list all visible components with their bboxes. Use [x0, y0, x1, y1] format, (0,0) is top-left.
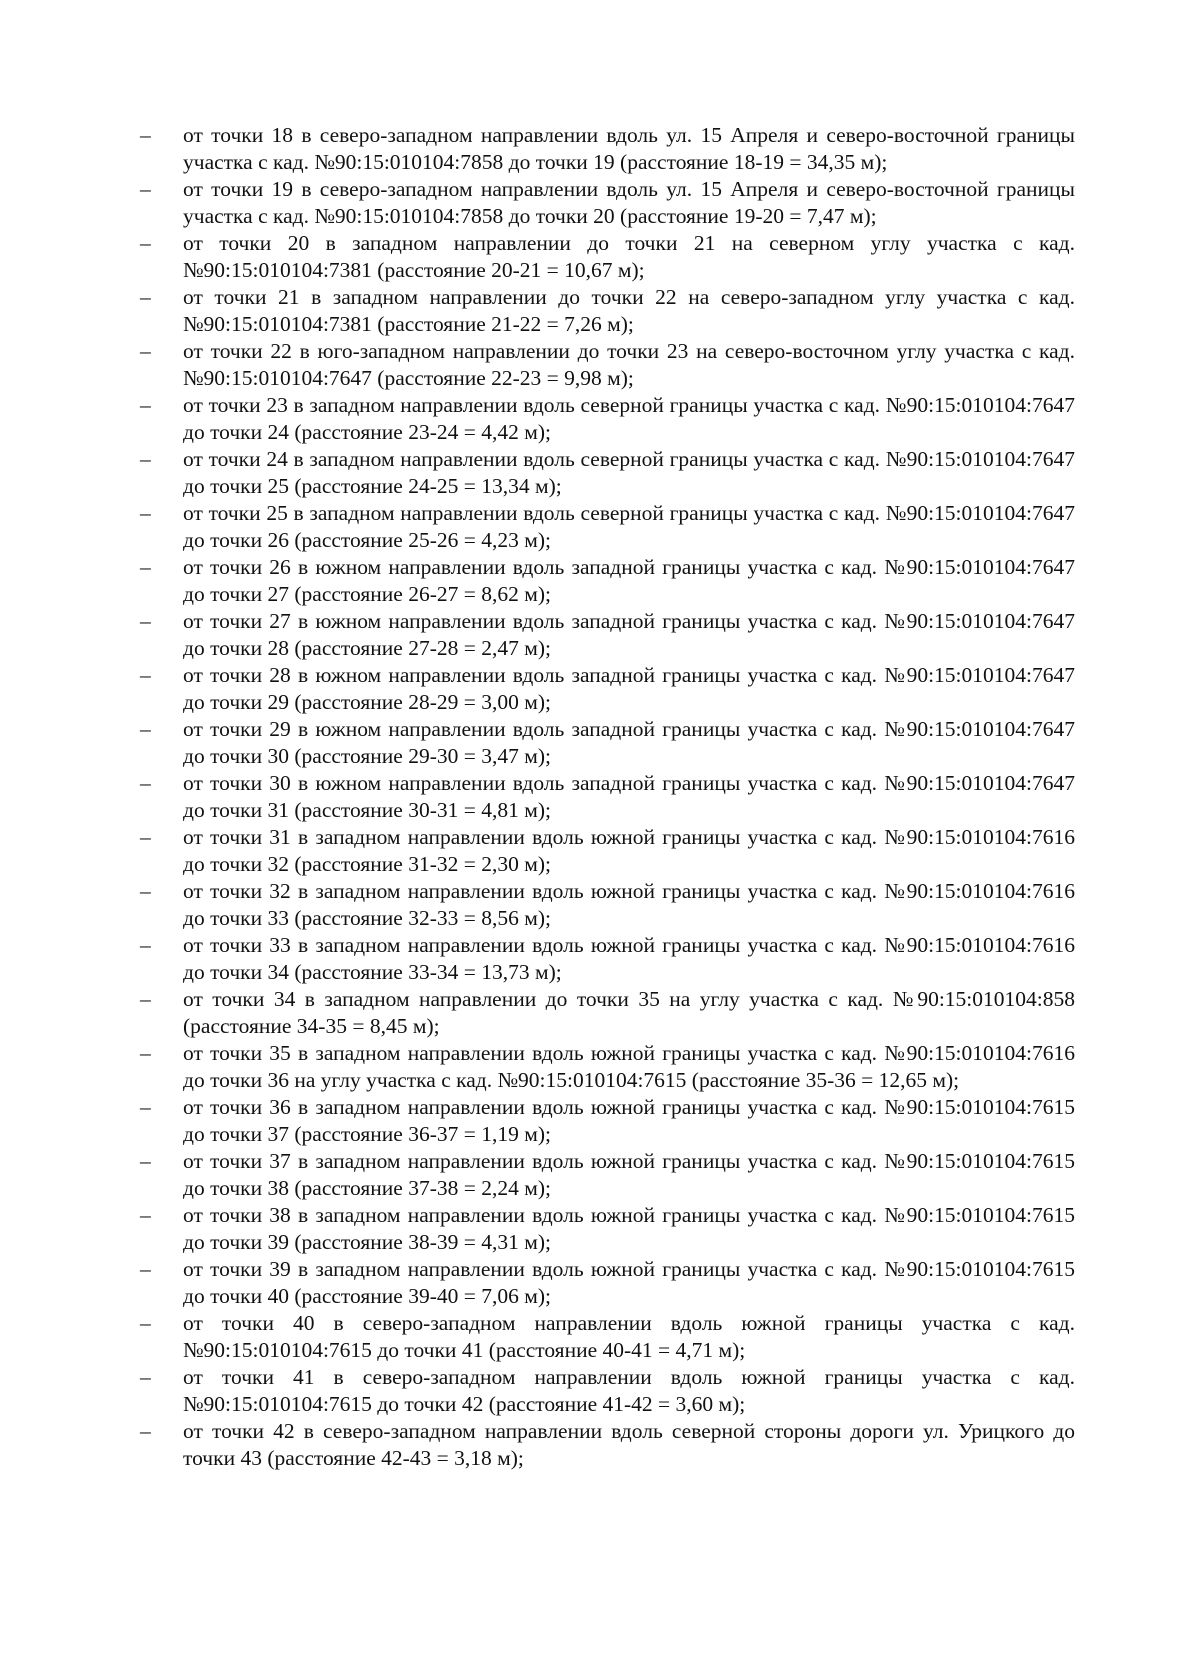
- list-dash: –: [140, 771, 151, 795]
- list-item-text: от точки 23 в западном направлении вдоль северной границы участка с кад. №90:15:010104:7647 до точки 24 (расстояние 23-24 = 4,42 м);: [183, 393, 1075, 444]
- list-item-text: от точки 29 в южном направлении вдоль западной границы участка с кад. №90:15:010104:7647 до точки 30 (расстояние 29-30 = 3,47 м);: [183, 717, 1075, 768]
- list-item: [140, 1310, 1075, 1364]
- list-item: [140, 392, 1075, 446]
- list-item: [140, 446, 1075, 500]
- list-dash: –: [140, 285, 151, 309]
- list-item: [140, 608, 1075, 662]
- list-item: [140, 986, 1075, 1040]
- list-item: [140, 338, 1075, 392]
- list-item: [140, 932, 1075, 986]
- list-item-text: от точки 19 в северо-западном направлении вдоль ул. 15 Апреля и северо-восточной границы участка с кад. №90:15:010104:7858 до точки 20 (расстояние 19-20 = 7,47 м);: [183, 177, 1075, 228]
- list-item: [140, 1094, 1075, 1148]
- list-item: [140, 230, 1075, 284]
- list-dash: –: [140, 663, 151, 687]
- list-item-text: от точки 22 в юго-западном направлении до точки 23 на северо-восточном углу участка с кад. №90:15:010104:7647 (расстояние 22-23 = 9,98 м);: [183, 339, 1075, 390]
- list-item-text: от точки 40 в северо-западном направлении вдоль южной границы участка с кад. №90:15:010104:7615 до точки 41 (расстояние 40-41 = 4,71 м);: [183, 1311, 1075, 1362]
- list-dash: –: [140, 393, 151, 417]
- list-item-text: от точки 26 в южном направлении вдоль западной границы участка с кад. №90:15:010104:7647 до точки 27 (расстояние 26-27 = 8,62 м);: [183, 555, 1075, 606]
- list-dash: –: [140, 987, 151, 1011]
- list-item-text: от точки 35 в западном направлении вдоль южной границы участка с кад. №90:15:010104:7616 до точки 36 на углу участка с кад. №90:15:010104:7615 (расстояние 35-36 = 12,65 м);: [183, 1041, 1075, 1092]
- list-item: [140, 662, 1075, 716]
- list-dash: –: [140, 1203, 151, 1227]
- list-item-text: от точки 31 в западном направлении вдоль южной границы участка с кад. №90:15:010104:7616 до точки 32 (расстояние 31-32 = 2,30 м);: [183, 825, 1075, 876]
- list-dash: –: [140, 1365, 151, 1389]
- list-dash: –: [140, 717, 151, 741]
- list-dash: –: [140, 1095, 151, 1119]
- list-item-text: от точки 27 в южном направлении вдоль западной границы участка с кад. №90:15:010104:7647 до точки 28 (расстояние 27-28 = 2,47 м);: [183, 609, 1075, 660]
- list-dash: –: [140, 177, 151, 201]
- list-dash: –: [140, 123, 151, 147]
- list-item: [140, 284, 1075, 338]
- list-dash: –: [140, 1149, 151, 1173]
- list-item-text: от точки 34 в западном направлении до точки 35 на углу участка с кад. №90:15:010104:858 (расстояние 34-35 = 8,45 м);: [183, 987, 1075, 1038]
- list-dash: –: [140, 879, 151, 903]
- list-item-text: от точки 41 в северо-западном направлении вдоль южной границы участка с кад. №90:15:010104:7615 до точки 42 (расстояние 41-42 = 3,60 м);: [183, 1365, 1075, 1416]
- list-item-text: от точки 24 в западном направлении вдоль северной границы участка с кад. №90:15:010104:7647 до точки 25 (расстояние 24-25 = 13,34 м);: [183, 447, 1075, 498]
- list-item: [140, 122, 1075, 176]
- list-dash: –: [140, 501, 151, 525]
- list-item: [140, 1256, 1075, 1310]
- boundary-description-list: [140, 122, 1075, 1472]
- list-item: [140, 500, 1075, 554]
- list-item-text: от точки 33 в западном направлении вдоль южной границы участка с кад. №90:15:010104:7616 до точки 34 (расстояние 33-34 = 13,73 м);: [183, 933, 1075, 984]
- list-item: [140, 1040, 1075, 1094]
- list-item-text: от точки 32 в западном направлении вдоль южной границы участка с кад. №90:15:010104:7616 до точки 33 (расстояние 32-33 = 8,56 м);: [183, 879, 1075, 930]
- list-dash: –: [140, 1257, 151, 1281]
- list-item: [140, 176, 1075, 230]
- list-item-text: от точки 39 в западном направлении вдоль южной границы участка с кад. №90:15:010104:7615 до точки 40 (расстояние 39-40 = 7,06 м);: [183, 1257, 1075, 1308]
- list-dash: –: [140, 447, 151, 471]
- list-item-text: от точки 20 в западном направлении до точки 21 на северном углу участка с кад. №90:15:010104:7381 (расстояние 20-21 = 10,67 м);: [183, 231, 1075, 282]
- list-dash: –: [140, 1419, 151, 1443]
- list-dash: –: [140, 555, 151, 579]
- list-item-text: от точки 36 в западном направлении вдоль южной границы участка с кад. №90:15:010104:7615 до точки 37 (расстояние 36-37 = 1,19 м);: [183, 1095, 1075, 1146]
- list-item: [140, 770, 1075, 824]
- list-item-text: от точки 30 в южном направлении вдоль западной границы участка с кад. №90:15:010104:7647 до точки 31 (расстояние 30-31 = 4,81 м);: [183, 771, 1075, 822]
- list-dash: –: [140, 1041, 151, 1065]
- list-item: [140, 716, 1075, 770]
- list-item: [140, 878, 1075, 932]
- list-item: [140, 1418, 1075, 1472]
- list-item-text: от точки 37 в западном направлении вдоль южной границы участка с кад. №90:15:010104:7615 до точки 38 (расстояние 37-38 = 2,24 м);: [183, 1149, 1075, 1200]
- list-dash: –: [140, 1311, 151, 1335]
- list-item: [140, 1202, 1075, 1256]
- list-dash: –: [140, 231, 151, 255]
- list-item: [140, 1364, 1075, 1418]
- list-item: [140, 824, 1075, 878]
- list-item: [140, 554, 1075, 608]
- list-item-text: от точки 28 в южном направлении вдоль западной границы участка с кад. №90:15:010104:7647 до точки 29 (расстояние 28-29 = 3,00 м);: [183, 663, 1075, 714]
- list-item: [140, 1148, 1075, 1202]
- list-item-text: от точки 25 в западном направлении вдоль северной границы участка с кад. №90:15:010104:7647 до точки 26 (расстояние 25-26 = 4,23 м);: [183, 501, 1075, 552]
- list-item-text: от точки 18 в северо-западном направлении вдоль ул. 15 Апреля и северо-восточной границы участка с кад. №90:15:010104:7858 до точки 19 (расстояние 18-19 = 34,35 м);: [183, 123, 1075, 174]
- list-item-text: от точки 42 в северо-западном направлении вдоль северной стороны дороги ул. Урицкого до точки 43 (расстояние 42-43 = 3,18 м);: [183, 1419, 1075, 1470]
- list-item-text: от точки 21 в западном направлении до точки 22 на северо-западном углу участка с кад. №90:15:010104:7381 (расстояние 21-22 = 7,26 м);: [183, 285, 1075, 336]
- list-dash: –: [140, 933, 151, 957]
- list-item-text: от точки 38 в западном направлении вдоль южной границы участка с кад. №90:15:010104:7615 до точки 39 (расстояние 38-39 = 4,31 м);: [183, 1203, 1075, 1254]
- list-dash: –: [140, 825, 151, 849]
- list-dash: –: [140, 339, 151, 363]
- list-dash: –: [140, 609, 151, 633]
